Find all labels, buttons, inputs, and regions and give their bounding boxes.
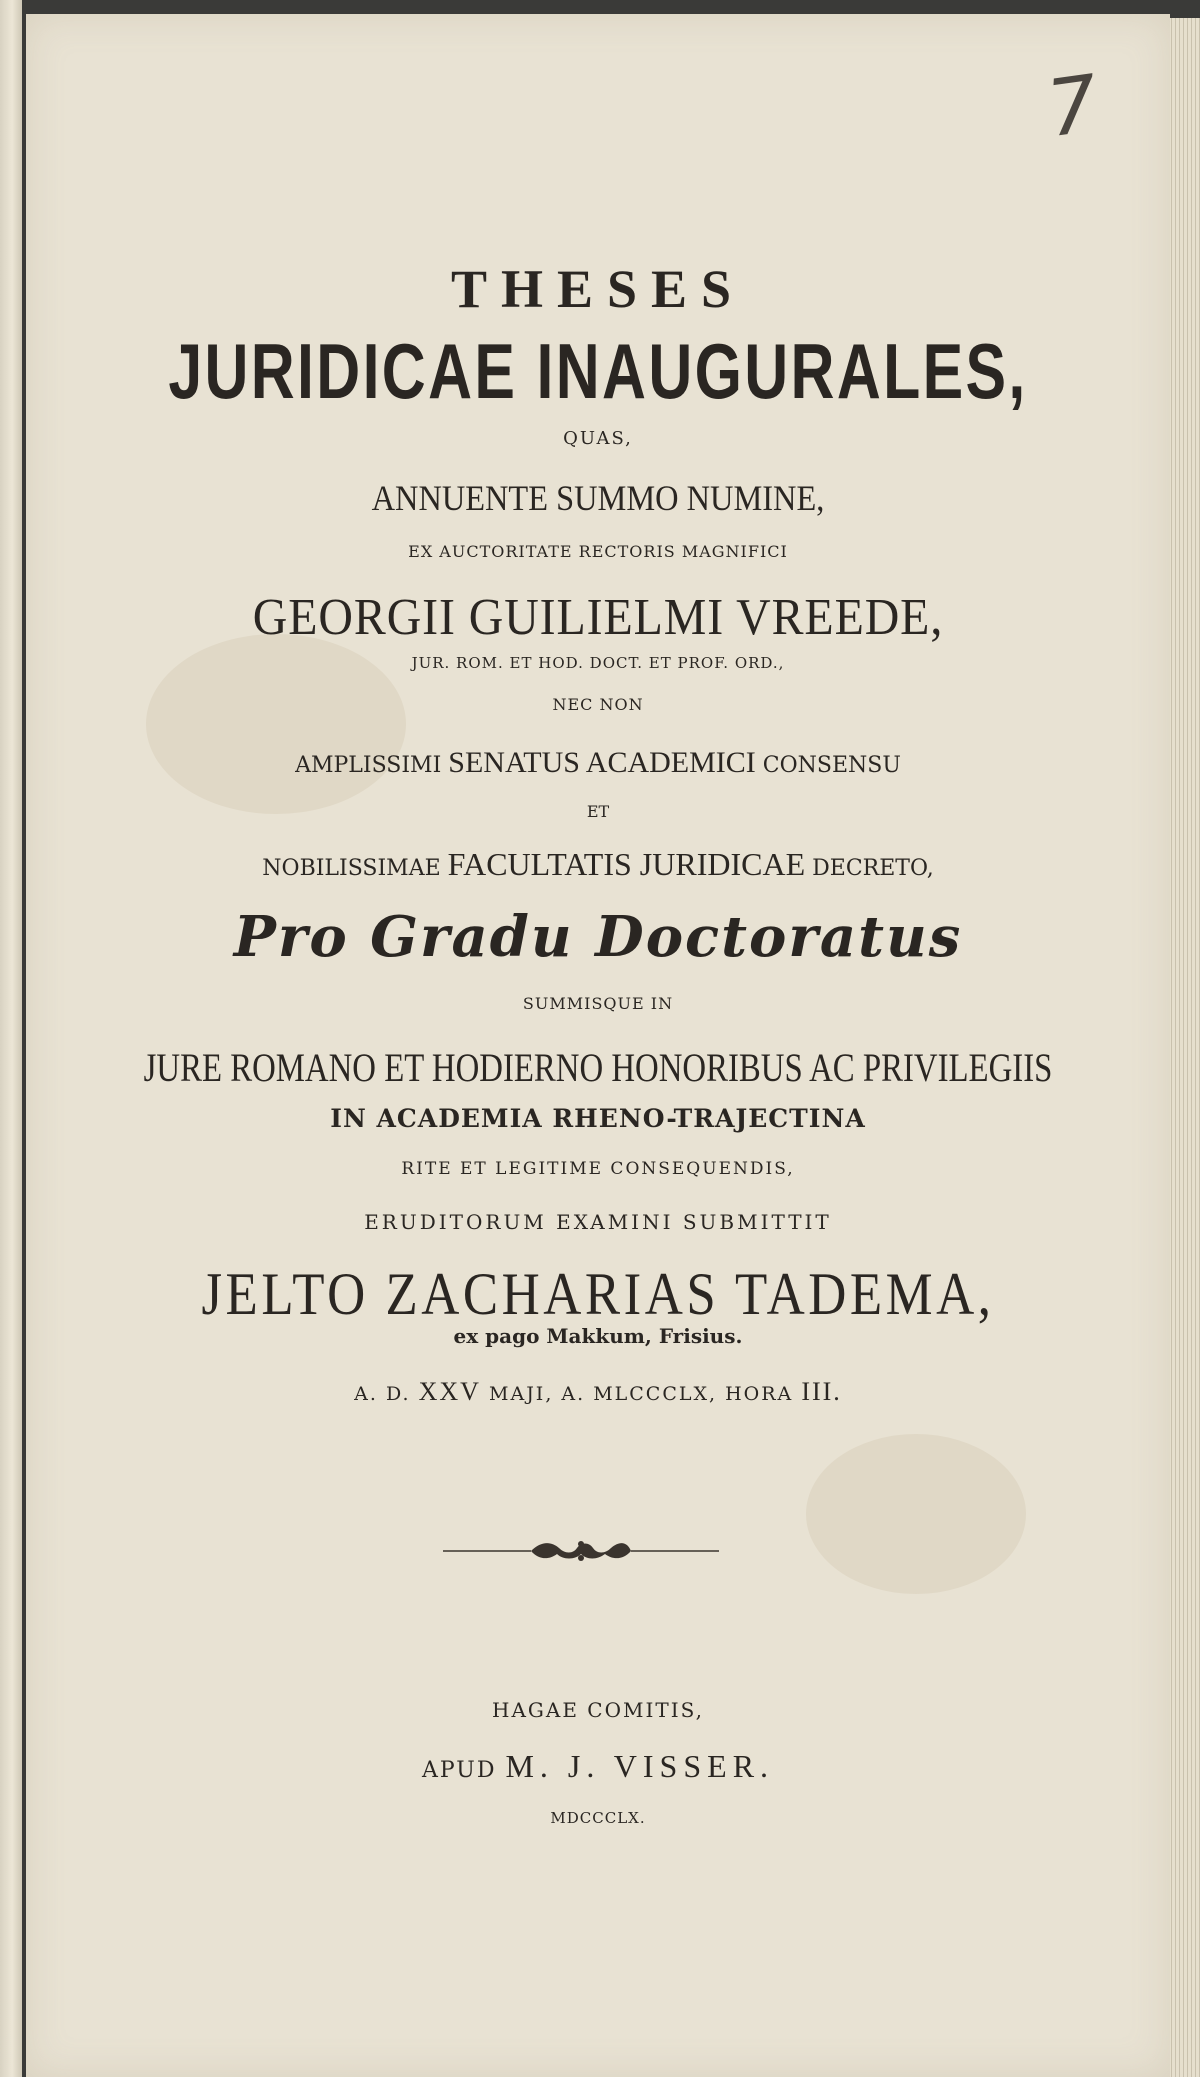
line-amplissimi [26, 748, 1170, 778]
line-academia: IN ACADEMIA RHENO-TRAJECTINA [330, 1104, 866, 1133]
line-quas: QUAS, [563, 428, 633, 449]
heading-theses: THESES [450, 259, 746, 319]
line-et: ET [586, 802, 610, 821]
author-name: JELTO ZACHARIAS TADEMA, [201, 1261, 995, 1327]
rector-title: JUR. ROM. ET HOD. DOCT. ET PROF. ORD., [411, 654, 785, 672]
defense-date [26, 1379, 1170, 1405]
line-ex-auctoritate: EX AUCTORITATE RECTORIS MAGNIFICI [408, 542, 788, 561]
date-day: XXV [418, 1377, 481, 1406]
handwritten-page-number: 7 [1042, 58, 1105, 156]
line-jure-romano: JURE ROMANO ET HODIERNO HONORIBUS AC PRIVILEGIIS [143, 1045, 1053, 1090]
publication-year: MDCCCLX. [550, 1809, 646, 1827]
pro-gradu-doctoratus: Pro Gradu Doctoratus [233, 904, 963, 970]
date-hour: III. [801, 1377, 842, 1406]
heading-juridicae-inaugurales: JURIDICAE INAUGURALES, [168, 327, 1028, 415]
nobilissimae-pre: NOBILISSIMAE [262, 856, 441, 881]
paper-stain [806, 1434, 1026, 1594]
apud-pre: APUD [421, 1758, 497, 1783]
line-annuente: ANNUENTE SUMMO NUMINE, [371, 478, 825, 518]
rector-name: GEORGII GUILIELMI VREEDE, [252, 589, 944, 646]
date-pre: A. D. [354, 1383, 411, 1405]
facultatis-juridicae: FACULTATIS JURIDICAE [447, 846, 806, 882]
date-mid: MAJI, A. MLCCCLX, HORA [489, 1383, 794, 1405]
senatus-academici: SENATUS ACADEMICI [448, 746, 756, 779]
book-binding [0, 0, 22, 2077]
line-rite: RITE ET LEGITIME CONSEQUENDIS, [401, 1159, 795, 1179]
decreto: DECRETO, [812, 856, 934, 881]
line-nec-non: NEC NON [552, 695, 644, 714]
publisher-line [26, 1750, 1170, 1782]
line-eruditorum: ERUDITORUM EXAMINI SUBMITTIT [364, 1210, 832, 1234]
place-hagae-comitis: HAGAE COMITIS, [492, 1698, 704, 1722]
amplissimi-pre: AMPLISSIMI [295, 753, 442, 778]
ornament-divider-icon [441, 1536, 721, 1566]
publisher-name: M. J. VISSER. [505, 1748, 775, 1784]
author-origin: ex pago Makkum, Frisius. [453, 1324, 743, 1348]
consensu: CONSENSU [762, 753, 901, 778]
line-summisque: SUMMISQUE IN [522, 994, 674, 1013]
title-page [26, 14, 1170, 2077]
line-nobilissimae [26, 848, 1170, 880]
